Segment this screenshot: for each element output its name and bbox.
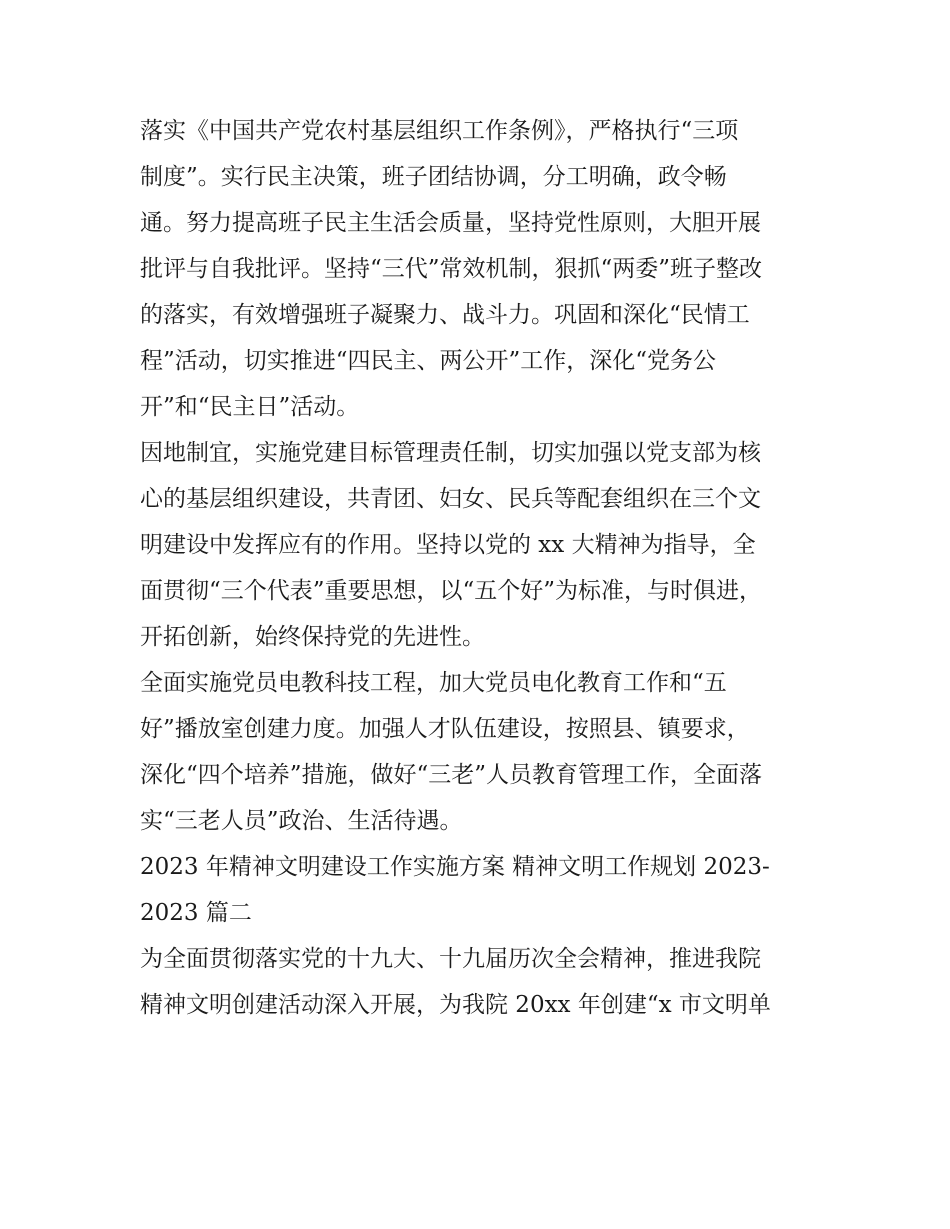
text-line: 精神文明创建活动深入开展，为我院 20xx 年创建“x 市文明单 xyxy=(140,992,771,1018)
text-line: 开拓创新，始终保持党的先进性。 xyxy=(140,624,485,650)
text-line: 实“三老人员”政治、生活待遇。 xyxy=(140,808,463,834)
heading-line: 2023 年精神文明建设工作实施方案 精神文明工作规划 2023- xyxy=(140,854,770,880)
text-line: 深化“四个培养”措施，做好“三老”人员教育管理工作，全面落 xyxy=(140,762,763,788)
text-line: 因地制宜，实施党建目标管理责任制，切实加强以党支部为核 xyxy=(140,440,761,466)
text-line: 的落实，有效增强班子凝聚力、战斗力。巩固和深化“民情工 xyxy=(140,302,750,328)
text-line: 程”活动，切实推进“四民主、两公开”工作，深化“党务公 xyxy=(140,348,717,374)
paragraph-2 xyxy=(140,430,820,660)
text-line: 明建设中发挥应有的作用。坚持以党的 xx 大精神为指导，全 xyxy=(140,532,756,558)
text-line: 心的基层组织建设，共青团、妇女、民兵等配套组织在三个文 xyxy=(140,486,761,512)
paragraph-4 xyxy=(140,936,820,1028)
paragraph-1 xyxy=(140,108,820,430)
text-line: 为全面贯彻落实党的十九大、十九届历次全会精神，推进我院 xyxy=(140,946,761,972)
text-line: 开”和“民主日”活动。 xyxy=(140,394,360,420)
text-line: 面贯彻“三个代表”重要思想，以“五个好”为标准，与时俱进， xyxy=(140,578,763,604)
text-line: 落实《中国共产党农村基层组织工作条例》，严格执行“三项 xyxy=(140,118,739,144)
text-line: 通。努力提高班子民主生活会质量，坚持党性原则，大胆开展 xyxy=(140,210,761,236)
text-line: 全面实施党员电教科技工程，加大党员电化教育工作和“五 xyxy=(140,670,727,696)
heading-line: 2023 篇二 xyxy=(140,900,252,926)
text-line: 好”播放室创建力度。加强人才队伍建设，按照县、镇要求， xyxy=(140,716,750,742)
text-line: 制度”。实行民主决策，班子团结协调，分工明确，政令畅 xyxy=(140,164,727,190)
document-body xyxy=(140,108,820,1028)
section-heading xyxy=(140,844,820,936)
text-line: 批评与自我批评。坚持“三代”常效机制，狠抓“两委”班子整改 xyxy=(140,256,763,282)
paragraph-3 xyxy=(140,660,820,844)
